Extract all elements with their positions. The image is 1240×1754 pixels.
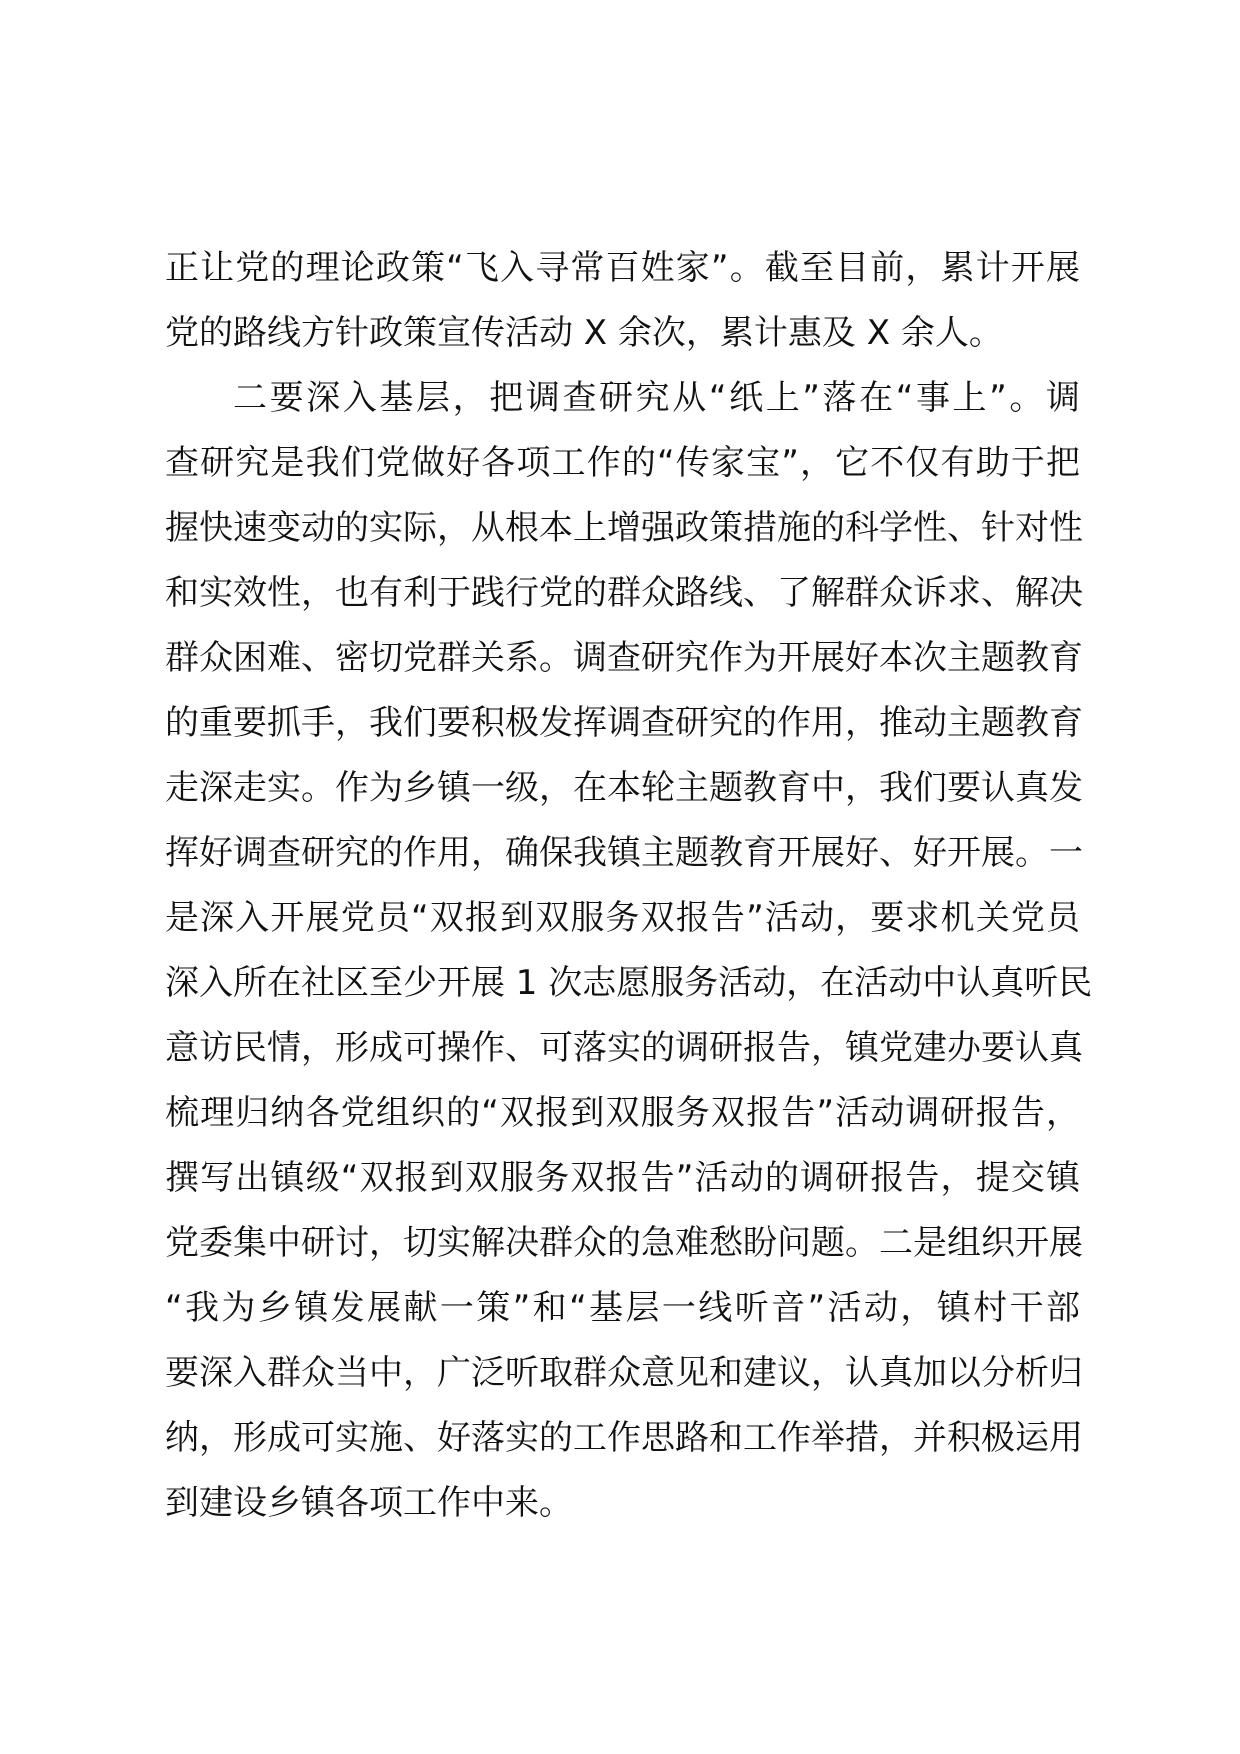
text-line: 和实效性，也有利于践行党的群众路线、了解群众诉求、解决 bbox=[165, 573, 1083, 613]
text-line: 挥好调查研究的作用，确保我镇主题教育开展好、好开展。一 bbox=[165, 833, 1083, 873]
text-line: 撰写出镇级“双报到双服务双报告”活动的调研报告，提交镇 bbox=[165, 1158, 1080, 1198]
text-line: 正让党的理论政策“飞入寻常百姓家”。截至目前，累计开展 bbox=[165, 248, 1080, 288]
text-line: 纳，形成可实施、好落实的工作思路和工作举措，并积极运用 bbox=[165, 1418, 1083, 1458]
text-line: 群众困难、密切党群关系。调查研究作为开展好本次主题教育 bbox=[165, 638, 1083, 678]
text-line: 的重要抓手，我们要积极发挥调查研究的作用，推动主题教育 bbox=[165, 703, 1083, 743]
body-text bbox=[165, 236, 1093, 1536]
text-line: 深入所在社区至少开展 1 次志愿服务活动，在活动中认真听民 bbox=[165, 963, 1093, 1003]
text-line: 是深入开展党员“双报到双服务双报告”活动，要求机关党员 bbox=[165, 898, 1080, 938]
text-line: 梳理归纳各党组织的“双报到双服务双报告”活动调研报告， bbox=[165, 1093, 1080, 1133]
text-line: 查研究是我们党做好各项工作的“传家宝”，它不仅有助于把 bbox=[165, 443, 1080, 483]
text-line: 二要深入基层，把调查研究从“纸上”落在“事上”。调 bbox=[233, 378, 1080, 418]
text-line: 党委集中研讨，切实解决群众的急难愁盼问题。二是组织开展 bbox=[165, 1223, 1083, 1263]
text-line: 要深入群众当中，广泛听取群众意见和建议，认真加以分析归 bbox=[165, 1353, 1083, 1393]
text-line: “我为乡镇发展献一策”和“基层一线听音”活动，镇村干部 bbox=[165, 1288, 1080, 1328]
text-line: 党的路线方针政策宣传活动 X 余次，累计惠及 X 余人。 bbox=[165, 313, 1003, 353]
text-line: 到建设乡镇各项工作中来。 bbox=[165, 1483, 573, 1523]
text-line: 握快速变动的实际，从根本上增强政策措施的科学性、针对性 bbox=[165, 508, 1083, 548]
text-line: 意访民情，形成可操作、可落实的调研报告，镇党建办要认真 bbox=[165, 1028, 1083, 1068]
text-line: 走深走实。作为乡镇一级，在本轮主题教育中，我们要认真发 bbox=[165, 768, 1083, 808]
